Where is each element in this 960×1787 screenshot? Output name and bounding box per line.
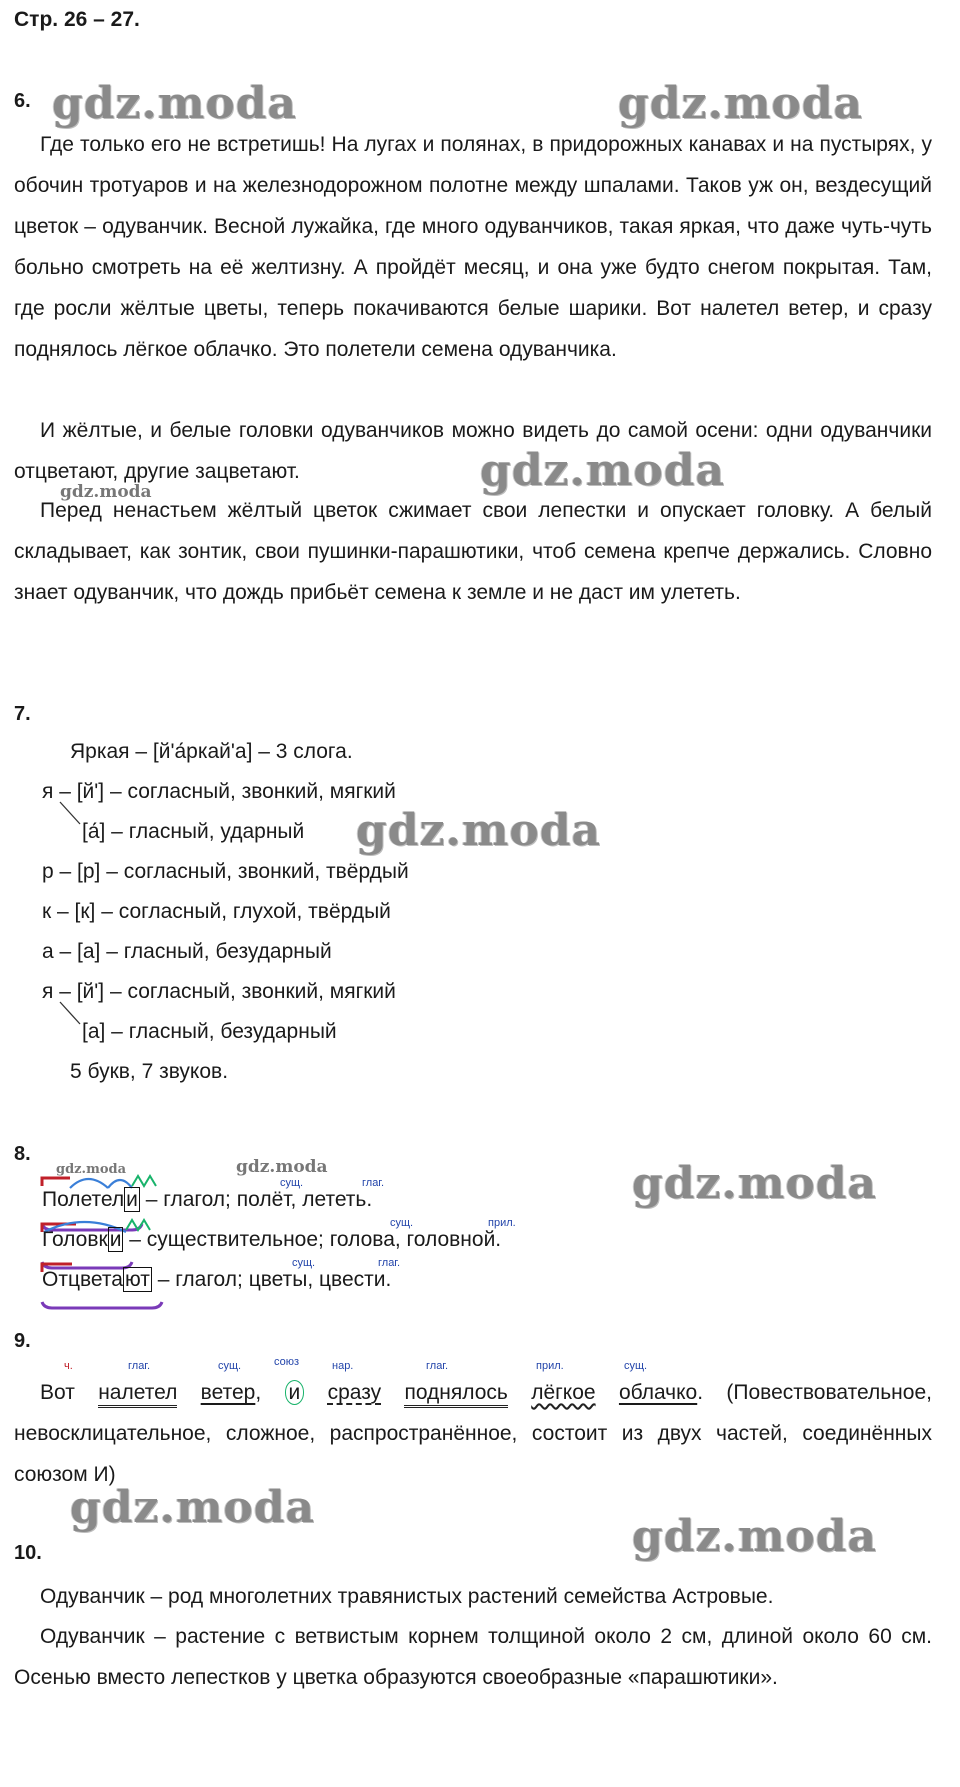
ex6-paragraph-3 [14, 490, 932, 613]
ex6-paragraph-1 [14, 124, 932, 370]
exercise-number: 7. [14, 703, 31, 725]
adverbial: сразу [327, 1381, 382, 1404]
phonetic-line: [а́] – гласный, ударный [82, 820, 305, 843]
exercise-number: 9. [14, 1330, 31, 1352]
text: Где только его не встретишь! На лугах и полянах, в придорожных канавах и на пустырях, у обочин тротуаров и на железнодорожном полотне между шпалами. Таков уж он, вездесущий цветок – одуванчик. Весной лужайка, где много одуванчиков, такая яркая, что даже чуть-чуть больно смотреть на её желтизну. А пройдёт месяц, и она уже будто снегом покрытая. Там, где росли жёлтые цветы, теперь покачиваются белые шарики. Вот налетел ветер, и сразу поднялось лёгкое облачко. Это полетели семена одуванчика. [14, 133, 932, 361]
text: – глагол; полёт, лететь. [139, 1188, 373, 1211]
phonetic-line: [а] – гласный, безударный [82, 1020, 337, 1043]
phonetic-line: к – [к] – согласный, глухой, твёрдый [42, 900, 391, 923]
phonetic-line: я – [й'] – согласный, звонкий, мягкий [42, 980, 396, 1003]
watermark: gdz.moda [70, 1482, 316, 1533]
subject: ветер [200, 1381, 256, 1404]
pos-tag: союз [274, 1356, 300, 1368]
text: И жёлтые, и белые головки одуванчиков можно видеть до самой осени: одни одуванчики отцветают, другие зацветают. [14, 419, 932, 483]
exercise-number: 8. [14, 1143, 31, 1165]
word-stem: Отцвета [42, 1268, 123, 1291]
phonetic-line: а – [а] – гласный, безударный [42, 940, 332, 963]
ex10-paragraph-2 [14, 1616, 932, 1698]
ex8-row-3 [42, 1268, 391, 1292]
watermark: gdz.moda [56, 1162, 127, 1177]
ex8-row-2 [42, 1228, 501, 1252]
ex6-paragraph-2 [14, 410, 932, 492]
pos-tag: сущ. [624, 1360, 648, 1372]
pos-tag: сущ. [292, 1257, 316, 1269]
phonetic-line: 5 букв, 7 звуков. [70, 1060, 229, 1083]
watermark: gdz.moda [52, 78, 298, 129]
branch-line [58, 1000, 82, 1026]
phonetic-line: Яркая – [й'а́ркай'а] – 3 слога. [70, 740, 353, 763]
word-ending: ют [124, 1268, 150, 1291]
watermark: gdz.moda [356, 805, 602, 856]
watermark: gdz.moda [632, 1511, 878, 1562]
text: Одуванчик – род многолетних травянистых растений семейства Астровые. [40, 1585, 774, 1608]
pos-tag: глаг. [362, 1177, 385, 1189]
predicate: налетел [98, 1381, 177, 1408]
watermark: gdz.moda [618, 78, 864, 129]
watermark: gdz.moda [236, 1157, 328, 1177]
pos-tag: сущ. [390, 1217, 414, 1229]
pos-tag: прил. [536, 1360, 564, 1372]
phonetic-line: р – [р] – согласный, звонкий, твёрдый [42, 860, 409, 883]
word-stem: Полетел [42, 1188, 125, 1211]
watermark: gdz.moda [60, 482, 152, 502]
ex9-sentence: Вот налетел ветер, и сразу поднялось лёгкое облачко. (Повествовательное, невосклицательное, сложное, распространённое, состоит из двух частей, соединённых союзом И) [14, 1381, 932, 1486]
predicate: поднялось [404, 1381, 507, 1408]
pos-tag: прил. [488, 1217, 516, 1229]
phonetic-line: я – [й'] – согласный, звонкий, мягкий [42, 780, 396, 803]
watermark: gdz.moda [480, 445, 726, 496]
exercise-number: 10. [14, 1542, 42, 1564]
page-header: Стр. 26 – 27. [14, 8, 140, 31]
ex10-paragraph-1 [14, 1576, 932, 1617]
text: – глагол; цветы, цвести. [151, 1268, 392, 1291]
word-ending: и [109, 1228, 122, 1251]
word-stem: Головк [42, 1228, 108, 1251]
attribute: лёгкое [531, 1381, 596, 1404]
watermark: gdz.moda [632, 1158, 878, 1209]
pos-tag: глаг. [378, 1257, 401, 1269]
pos-tag: сущ. [280, 1177, 304, 1189]
pos-tag: ч. [64, 1360, 73, 1372]
text: Одуванчик – растение с ветвистым корнем толщиной около 2 см, длиной около 60 см. Осенью вместо лепестков у цветка образуются своеобразные «парашютики». [14, 1625, 932, 1689]
word-ending: и [126, 1188, 138, 1211]
pos-tag: глаг. [426, 1360, 449, 1372]
pos-tag: сущ. [218, 1360, 242, 1372]
branch-line [58, 800, 82, 826]
pos-tag: глаг. [128, 1360, 151, 1372]
subject: облачко [618, 1381, 698, 1404]
text: Перед ненастьем жёлтый цветок сжимает свои лепестки и опускает головку. А белый складывает, как зонтик, свои пушинки-парашютики, чтоб семена крепче держались. Словно знает одуванчик, что дождь прибьёт семена к земле и не даст им улететь. [14, 499, 932, 604]
pos-tag: нар. [332, 1360, 354, 1372]
text: . (Повествовательное, невосклицательное, сложное, распространённое, состоит из двух частей, соединённых союзом И) [14, 1381, 932, 1486]
conjunction: и [285, 1380, 305, 1405]
exercise-number: 6. [14, 90, 31, 112]
text: – существительное; голова, головной. [123, 1228, 502, 1251]
word: Вот [40, 1381, 75, 1404]
